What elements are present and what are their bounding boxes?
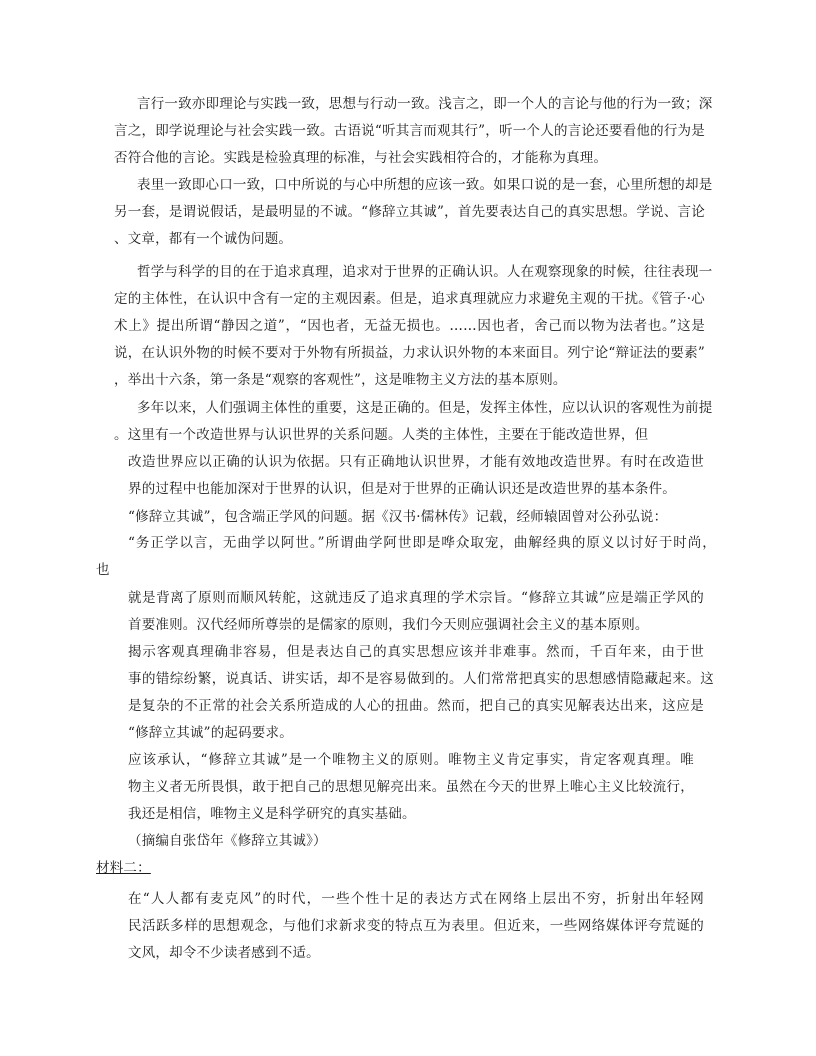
paragraph-8-line-1: 在“人人都有麦克风”的时代，一些个性十足的表达方式在网络上层出不穷，折射出年轻网 (128, 891, 704, 907)
paragraph-7-line-2: 物主义者无所畏惧，敢于把自己的思想见解亮出来。虽然在今天的世界上唯心主义比较流行， (128, 779, 694, 795)
paragraph-7-line-1: 应该承认，“修辞立其诚”是一个唯物主义的原则。唯物主义肯定事实，肯定客观真理。唯 (128, 752, 694, 768)
paragraph-7-line-3: 我还是相信，唯物主义是科学研究的真实基础。 (128, 806, 416, 822)
paragraph-2-line-2: 另一套，是谓说假话，是最明显的不诚。“修辞立其诚”，首先要表达自己的真实思想。学说、言论 (114, 204, 705, 220)
material-2-heading: 材料二： (96, 860, 151, 876)
paragraph-1-line-1: 言行一致亦即理论与实践一致，思想与行动一致。浅言之，即一个人的言论与他的行为一致；深 (137, 96, 713, 112)
paragraph-6-line-2: 事的错综纷繁，说真话、讲实话，却不是容易做到的。人们常常把真实的思想感情隐藏起来。这 (128, 671, 714, 687)
paragraph-4-line-1: 多年以来，人们强调主体性的重要，这是正确的。但是，发挥主体性，应以认识的客观性为前提 (137, 400, 713, 416)
paragraph-5-line-3: 也 (96, 562, 110, 578)
paragraph-3-line-4: 说，在认识外物的时候不要对于外物有所损益，力求认识外物的本来面目。列宁论“辩证法的要素” (114, 345, 705, 361)
paragraph-2-line-3: 、文章，都有一个诚伪问题。 (114, 231, 293, 247)
paragraph-6-line-1: 揭示客观真理确非容易，但是表达自己的真实思想应该并非难事。然而，千百年来，由于世 (128, 644, 704, 660)
paragraph-4-line-3: 改造世界应以正确的认识为依据。只有正确地认识世界，才能有效地改造世界。有时在改造世 (128, 454, 704, 470)
paragraph-1-line-2: 言之，即学说理论与社会实践一致。古语说“听其言而观其行”，听一个人的言论还要看他的行为是 (114, 123, 705, 139)
source-citation: （摘编自张岱年《修辞立其诚》） (128, 833, 327, 849)
paragraph-5-line-2: “务正学以言，无曲学以阿世。”所谓曲学阿世即是哗众取宠，曲解经典的原义以讨好于时尚， (128, 535, 716, 551)
paragraph-5-line-4: 就是背离了原则而顺风转舵，这就违反了追求真理的学术宗旨。“修辞立其诚”应是端正学风的 (128, 590, 704, 606)
paragraph-3-line-1: 哲学与科学的目的在于追求真理，追求对于世界的正确认识。人在观察现象的时候，往往表现一 (137, 264, 713, 280)
paragraph-4-line-4: 界的过程中也能加深对于世界的认识，但是对于世界的正确认识还是改造世界的基本条件。 (128, 481, 676, 497)
paragraph-3-line-5: ，举出十六条，第一条是“观察的客观性”，这是唯物主义方法的基本原则。 (114, 372, 567, 388)
paragraph-5-line-5: 首要准则。汉代经师所尊崇的是儒家的原则，我们今天则应强调社会主义的基本原则。 (128, 617, 649, 633)
paragraph-2-line-1: 表里一致即心口一致，口中所说的与心中所想的应该一致。如果口说的是一套，心里所想的却是 (137, 177, 713, 193)
paragraph-4-line-2: 。这里有一个改造世界与认识世界的关系问题。人类的主体性，主要在于能改造世界，但 (114, 427, 649, 443)
paragraph-1-line-3: 否符合他的言论。实践是检验真理的标准，与社会实践相符合的，才能称为真理。 (114, 150, 608, 166)
paragraph-3-line-2: 定的主体性，在认识中含有一定的主观因素。但是，追求真理就应力求避免主观的干扰。《管子·心 (114, 291, 705, 307)
paragraph-5-line-1: “修辞立其诚”，包含端正学风的问题。据《汉书·儒林传》记载，经师辕固曾对公孙弘说： (128, 509, 668, 525)
paragraph-8-line-3: 文风，却令不少读者感到不适。 (128, 945, 320, 961)
paragraph-8-line-2: 民活跃多样的思想观念，与他们求新求变的特点互为表里。但近来，一些网络媒体评夸荒诞的 (128, 918, 704, 934)
paragraph-3-line-3: 术上》提出所谓“静因之道”，“因也者，无益无损也。……因也者，舍己而以物为法者也。”这是 (114, 318, 705, 334)
paragraph-6-line-3: 是复杂的不正常的社会关系所造成的人心的扭曲。然而，把自己的真实见解表达出来，这应是 (128, 698, 704, 714)
paragraph-6-line-4: “修辞立其诚”的起码要求。 (128, 725, 293, 741)
